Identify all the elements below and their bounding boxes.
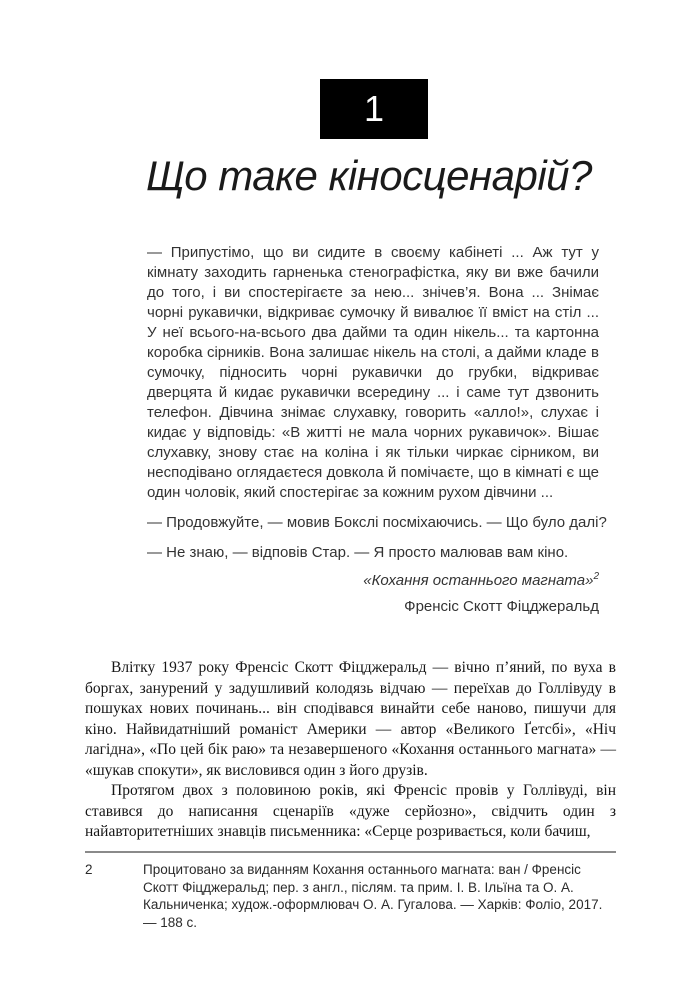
epigraph-source-line [147,571,599,591]
footnote-divider [85,851,616,853]
epigraph-quote-paragraph: — Припустімо, що ви сидите в своєму кабінеті ... Аж тут у кімнату заходить гарненька стенографістка, яку ви вже бачили до того, і ви спостерігаєте за нею... знічев’я. Вона ... Знімає чорні рукавички, відкриває сумочку й вивалює її вміст на стіл ... У неї всього-на-всього два дайми та один нікель... та картонна коробка сірників. Вона залишає нікель на столі, а дайми кладе в сумочку, підносить чорні рукавички до грубки, відкриває дверцята й кидає рукавички всередину ... і саме тут дзвонить телефон. Дівчина знімає слухавку, говорить «алло!», слухає і кидає у відповідь: «В житті не мала чорних рукавичок». Вішає слухавку, знову стає на коліна і як тільки чиркає сірником, ви несподівано оглядаєтеся довкола й помічаєте, що в кімнаті є ще один чоловік, який спостерігає за кожним рухом дівчини ... [147,244,599,501]
footnote-marker: 2 [85,862,93,877]
epigraph-dialog-line-2: — Не знаю, — відповів Стар. — Я просто малював вам кіно. [147,544,569,561]
footnote-text: Процитовано за виданням Кохання останнього магната: ван / Френсіс Скотт Фіцджеральд; пер. з англ., післям. та прим. І. В. Ільїна та О. А. Кальниченка; худож.-оформлювач О. А. Гугалова. — Харків: Фоліо, 2017. — 188 с. [143,862,603,930]
chapter-number-box [320,79,428,139]
footnote [85,861,616,931]
body-paragraph-1: Влітку 1937 року Френсіс Скотт Фіцджеральд — вічно п’яний, по вуха в боргах, занурений у задушливий колодязь відчаю — переїхав до Голлівуду в пошуках нових починань... він сподівався винайти себе наново, пишучи для кіно. Найвидатніший романіст Америки — автор «Великого Ґетсбі», «Ніч лагідна», «По цей бік раю» та незавершеного «Кохання останнього магната» — «шукав спокути», як висловився один з його друзів. [85,659,616,779]
footnote-area [85,851,616,931]
epigraph [147,243,607,617]
epigraph-source-title: «Кохання останнього магната» [363,572,594,589]
body-paragraph-2: Протягом двох з половиною років, які Френсіс провів у Голлівуді, він ставився до написання сценаріїв «дуже серйозно», свідчить один з найавторитетніших знавців письменника: «Серце розривається, коли бачиш, [85,782,616,840]
body-text [85,658,616,843]
footnote-reference-mark: 2 [593,571,599,582]
chapter-number: 1 [363,88,385,129]
epigraph-source-author: Френсіс Скотт Фіцджеральд [404,598,599,615]
epigraph-dialog-line-1: — Продовжуйте, — мовив Бокслі посміхаючись. — Що було далі? [147,514,607,531]
chapter-title: Що таке кіносценарій? [146,152,592,199]
